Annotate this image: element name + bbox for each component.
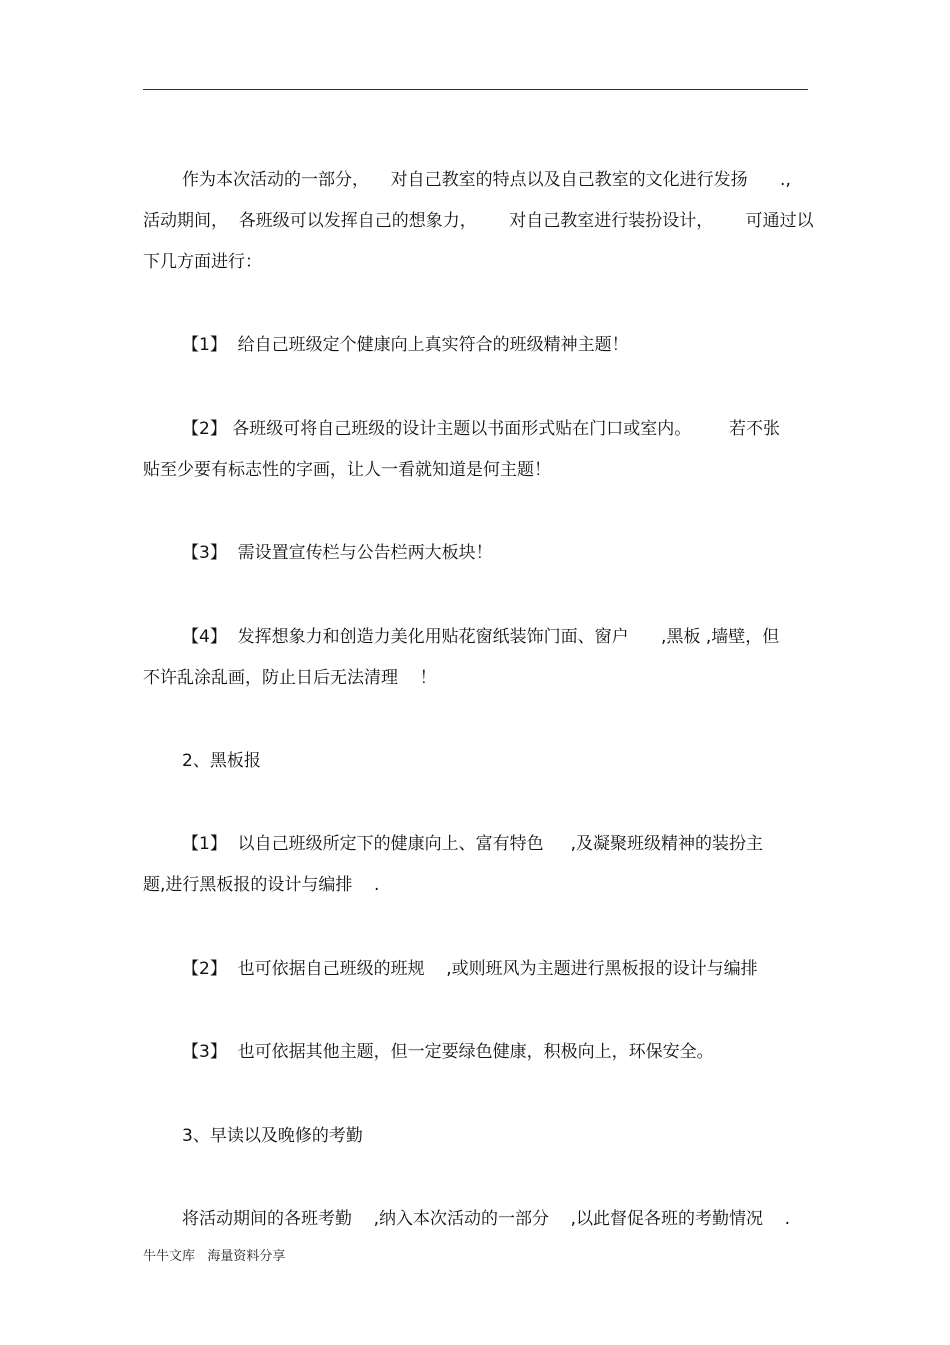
section-2-heading: 2、黑板报	[182, 751, 261, 771]
section-2-item-1-line-1: 【1】 以自己班级所定下的健康向上、富有特色 ,及凝聚班级精神的装扮主	[182, 834, 764, 854]
item-4-line-2: 不许乱涂乱画，防止日后无法清理 ！	[143, 668, 437, 688]
item-1-line-1: 【1】 给自己班级定个健康向上真实符合的班级精神主题！	[182, 335, 629, 355]
section-2-item-2-line-1: 【2】 也可依据自己班级的班规 ,或则班风为主题进行黑板报的设计与编排	[182, 959, 758, 979]
section-2-item-3-line-1: 【3】 也可依据其他主题，但一定要绿色健康，积极向上，环保安全。	[182, 1042, 714, 1062]
item-2-line-2: 贴至少要有标志性的字画，让人一看就知道是何主题！	[143, 460, 551, 480]
item-4-line-1: 【4】 发挥想象力和创造力美化用贴花窗纸装饰门面、窗户 ,黑板 ,墙壁，但	[182, 627, 780, 647]
intro-line-1: 作为本次活动的一部分， 对自己教室的特点以及自己教室的文化进行发扬 .,	[182, 170, 791, 190]
section-2-item-1-line-2: 题,进行黑板报的设计与编排 .	[143, 875, 380, 895]
item-3-line-1: 【3】 需设置宣传栏与公告栏两大板块！	[182, 543, 493, 563]
intro-line-3: 下几方面进行：	[143, 252, 262, 272]
item-2-line-1: 【2】 各班级可将自己班级的设计主题以书面形式贴在门口或室内。 若不张	[182, 419, 781, 439]
section-3-paragraph: 将活动期间的各班考勤 ,纳入本次活动的一部分 ,以此督促各班的考勤情况 .	[182, 1209, 791, 1229]
footer-text: 牛牛文库 海量资料分享	[143, 1249, 286, 1264]
section-3-heading: 3、早读以及晚修的考勤	[182, 1126, 363, 1146]
intro-line-2: 活动期间， 各班级可以发挥自己的想象力， 对自己教室进行装扮设计， 可通过以	[143, 211, 814, 231]
header-rule	[143, 89, 808, 90]
